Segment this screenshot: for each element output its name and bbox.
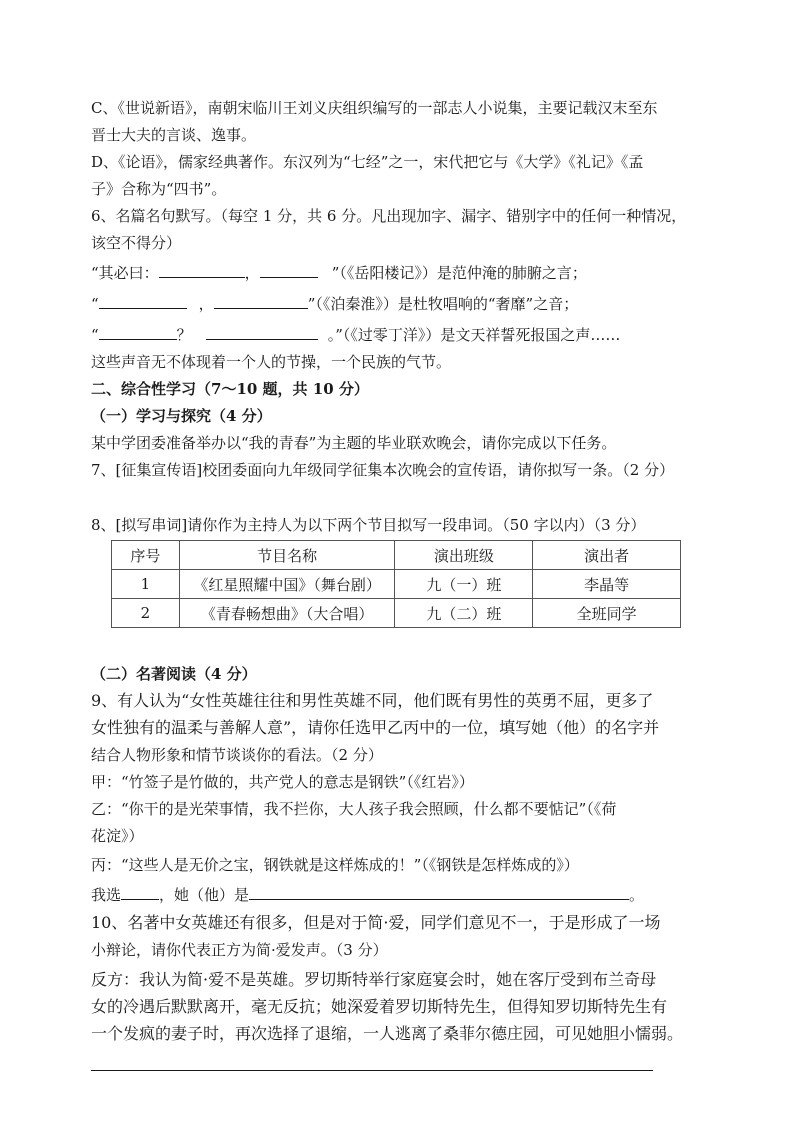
question-8: 8、[拟写串词]请你作为主持人为以下两个节目拟写一段串词。（50 字以内）（3 分） [91,516,646,534]
opposition-line3: 一个发疯的妻子时，再次选择了退缩，一人逃离了桑菲尔德庄园，可见她胆小懦弱。 [91,1024,684,1043]
option-yi-line1: 乙：“你干的是光荣事情，我不拦你，大人孩子我会照顾，什么都不要惦记”（《荷 [91,800,617,818]
question-10-line1: 10、名著中女英雄还有很多，但是对于简·爱，同学们意见不一，于是形成了一场 [91,913,661,932]
choice-middle: ，她（他）是 [159,886,250,904]
header-cell: 演出者 [533,541,681,570]
fill-blank-line-2 [91,293,578,314]
subsection-2-heading: （二）名著阅读（4 分） [91,665,257,683]
opposition-line2: 女的冷遇后默默离开，毫无反抗；她深爱着罗切斯特先生，但得知罗切斯特先生有 [91,997,668,1016]
answer-blank[interactable] [206,324,318,340]
task-intro: 某中学团委准备举办以“我的青春”为主题的毕业联欢晚会，请你完成以下任务。 [91,434,617,452]
table-cell: 九（二）班 [395,599,533,628]
choice-end: 。 [629,886,645,904]
fill-2-prefix: “ [91,295,99,313]
answer-line[interactable] [91,1070,653,1071]
question-10-line2: 小辩论，请你代表正方为简·爱发声。（3 分） [91,941,388,959]
choice-prefix: 我选 [91,886,122,904]
question-9-line1: 9、有人认为“女性英雄往往和男性英雄不同，他们既有男性的英勇不屈，更多了 [91,691,654,710]
fill-2-suffix: ”（《泊秦淮》）是杜牧唱响的“奢靡”之音； [307,295,579,313]
program-table [111,540,681,628]
section-2-heading: 二、综合性学习（7～10 题，共 10 分） [91,380,369,398]
answer-blank[interactable] [159,262,245,278]
option-c-line2: 晋士大夫的言谈、逸事。 [91,126,257,144]
name-blank[interactable] [121,884,159,900]
header-cell: 节目名称 [179,541,395,570]
fill-2-comma: ， [198,295,214,313]
table-cell: 《红星照耀中国》（舞台剧） [179,570,395,599]
answer-blank[interactable] [260,262,318,278]
fill-3-question: ？ [176,326,192,344]
table-row [112,570,681,599]
fill-3-suffix: 。”（《过零丁洋》）是文天祥誓死报国之声…… [327,326,621,344]
fill-3-prefix: “ [91,326,99,344]
answer-blank[interactable] [99,293,187,309]
option-c-line1: C、《世说新语》，南朝宋临川王刘义庆组织编写的一部志人小说集，主要记载汉末至东 [91,99,658,117]
answer-blank[interactable] [99,324,177,340]
opposition-line1: 反方：我认为简·爱不是英雄。罗切斯特举行家庭宴会时，她在客厅受到布兰奇母 [91,970,657,989]
summary-line: 这些声音无不体现着一个人的节操，一个民族的气节。 [91,353,452,371]
subsection-1-heading: （一）学习与探究（4 分） [91,407,272,425]
fill-blank-line-1 [91,262,587,283]
table-row [112,599,681,628]
question-7: 7、[征集宣传语]校团委面向九年级同学征集本次晚会的宣传语，请你拟写一条。（2 分） [91,461,675,479]
fill-1-suffix: ”（《岳阳楼记》）是范仲淹的肺腑之言； [331,264,587,282]
header-cell: 演出班级 [395,541,533,570]
table-cell: 全班同学 [533,599,681,628]
question-9-line2: 女性独有的温柔与善解人意”，请你任选甲乙丙中的一位，填写她（他）的名字并 [91,718,660,737]
option-yi-line2: 花淀》） [91,827,144,845]
table-cell: 1 [112,570,180,599]
fill-1-comma: ， [244,264,260,282]
table-cell: 《青春畅想曲》（大合唱） [179,599,395,628]
question-6-line2: 该空不得分） [91,234,182,252]
option-bing: 丙：“这些人是无价之宝，钢铁就是这样炼成的！”（《钢铁是怎样炼成的》） [91,856,579,874]
option-d-line1: D、《论语》，儒家经典著作。东汉列为“七经”之一，宋代把它与《大学》《礼记》《孟 [91,153,644,171]
answer-blank[interactable] [214,293,308,309]
table-header-row [112,541,681,570]
question-9-line3: 结合人物形象和情节谈谈你的看法。（2 分） [91,746,383,764]
fill-blank-line-3 [91,324,620,345]
table-cell: 九（一）班 [395,570,533,599]
option-d-line2: 子》合称为“四书”。 [91,180,227,198]
fill-1-prefix: “其必曰： [91,264,159,282]
question-6-line1: 6、名篇名句默写。（每空 1 分，共 6 分。凡出现加字、漏字、错别字中的任何一种情况， [91,207,687,225]
table-cell: 2 [112,599,180,628]
opinion-blank[interactable] [249,884,629,900]
option-jia: 甲：“竹签子是竹做的，共产党人的意志是钢铁”（《红岩》） [91,773,474,791]
header-cell: 序号 [112,541,180,570]
table-cell: 李晶等 [533,570,681,599]
choice-answer-line [91,884,644,905]
